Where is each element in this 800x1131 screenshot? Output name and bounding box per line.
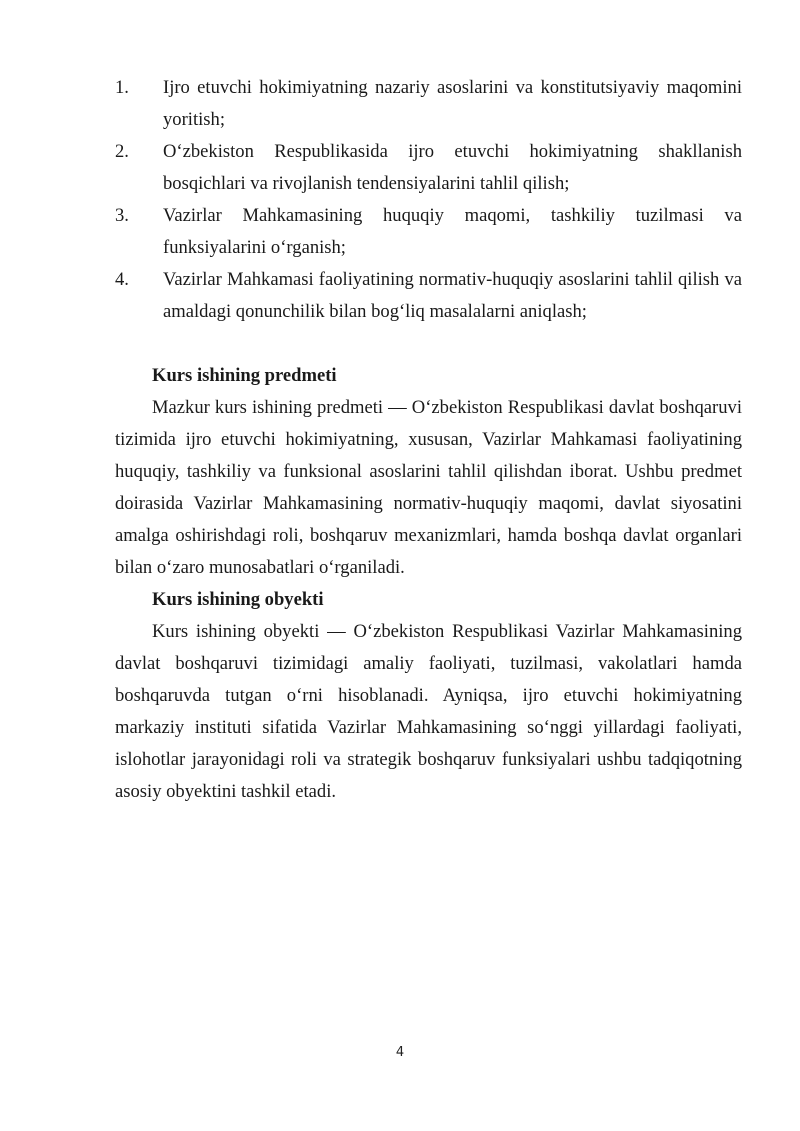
section-spacer (115, 328, 742, 360)
list-item-number: 3. (115, 205, 129, 226)
list-item (115, 136, 742, 200)
list-item-number: 4. (115, 269, 129, 290)
list-item (115, 200, 742, 264)
object-heading: Kurs ishining obyekti (152, 589, 324, 610)
list-item-text: Vazirlar Mahkamasi faoliyatining normativ-huquqiy asoslarini tahlil qilish va amaldagi qonunchilik bilan bog‘liq masalalarni aniqlash; (163, 269, 742, 322)
list-item (115, 72, 742, 136)
list-item (115, 264, 742, 328)
document-page (115, 72, 742, 808)
list-item-text: O‘zbekiston Respublikasida ijro etuvchi hokimiyatning shakllanish bosqichlari va rivojlanish tendensiyalarini tahlil qilish; (163, 141, 742, 194)
objectives-list (115, 72, 742, 328)
subject-heading: Kurs ishining predmeti (152, 365, 337, 386)
page-number: 4 (395, 1045, 405, 1060)
object-paragraph: Kurs ishining obyekti — O‘zbekiston Respublikasi Vazirlar Mahkamasining davlat boshqaruvi tizimidagi amaliy faoliyati, tuzilmasi, vakolatlari hamda boshqaruvda tutgan o‘rni hisoblanadi. Ayniqsa, ijro etuvchi hokimiyatning markaziy instituti sifatida Vazirlar Mahkamasining so‘nggi yillardagi faoliyati, islohotlar jarayonidagi roli va strategik boshqaruv funksiyalari ushbu tadqiqotning asosiy obyektini tashkil etadi. (115, 621, 742, 802)
list-item-text: Vazirlar Mahkamasining huquqiy maqomi, tashkiliy tuzilmasi va funksiyalarini o‘rganish; (163, 205, 742, 258)
list-item-text: Ijro etuvchi hokimiyatning nazariy asoslarini va konstitutsiyaviy maqomini yoritish; (163, 77, 742, 130)
list-item-number: 2. (115, 141, 129, 162)
list-item-number: 1. (115, 77, 129, 98)
subject-paragraph: Mazkur kurs ishining predmeti — O‘zbekiston Respublikasi davlat boshqaruvi tizimida ijro etuvchi hokimiyatning, xususan, Vazirlar Mahkamasi faoliyatining huquqiy, tashkiliy va funksional asoslarini tahlil qilishdan iborat. Ushbu predmet doirasida Vazirlar Mahkamasining normativ-huquqiy maqomi, davlat siyosatini amalga oshirishdagi roli, boshqaruv mexanizmlari, hamda boshqa davlat organlari bilan o‘zaro munosabatlari o‘rganiladi. (115, 397, 742, 578)
